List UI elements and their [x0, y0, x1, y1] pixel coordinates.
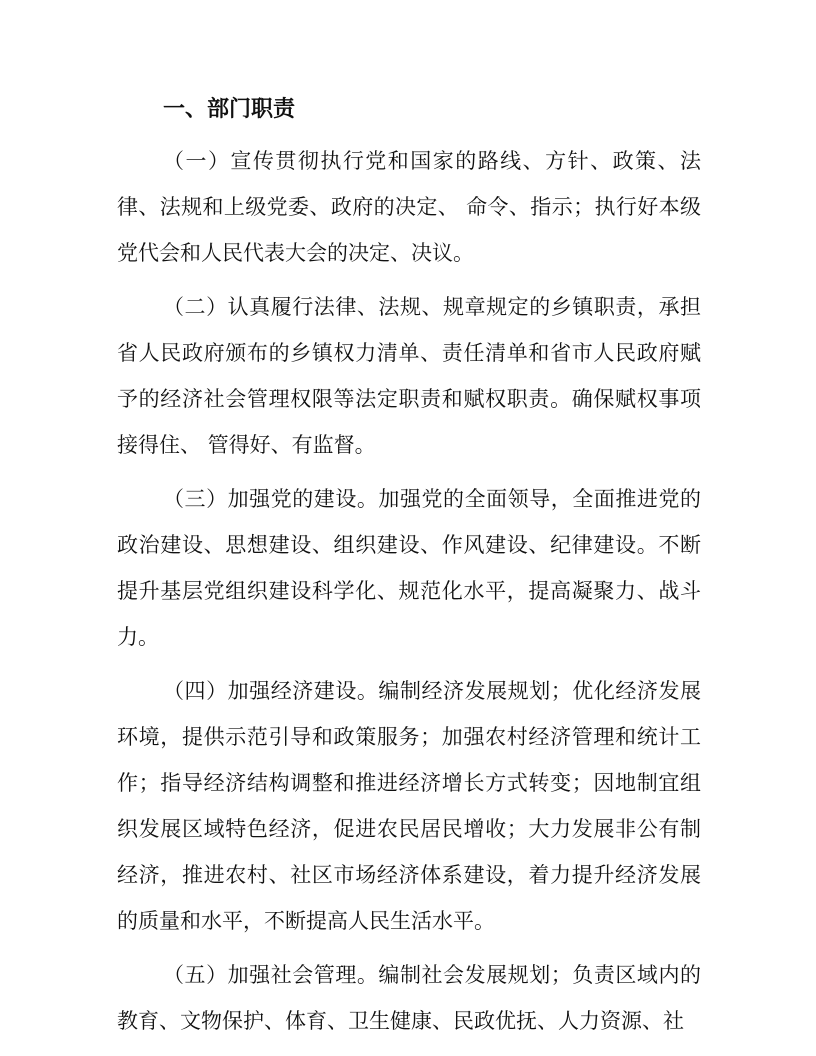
- paragraph-1: （一）宣传贯彻执行党和国家的路线、方针、政策、法律、法规和上级党委、政府的决定、 命令、指示；执行好本级党代会和人民代表大会的决定、决议。: [117, 149, 701, 265]
- paragraph-5: （五）加强社会管理。编制社会发展规划；负责区域内的教育、文物保护、体育、卫生健康、民政优抚、人力资源、社: [117, 963, 701, 1033]
- section-heading: 一、部门职责: [163, 97, 296, 122]
- paragraph-4: （四）加强经济建设。编制经济发展规划；优化经济发展环境，提供示范引导和政策服务；加强农村经济管理和统计工作；指导经济结构调整和推进经济增长方式转变；因地制宜组织发展区域特色经济，促进农民居民增收；大力发展非公有制经济，推进农村、社区市场经济体系建设，着力提升经济发展的质量和水平，不断提高人民生活水平。: [117, 679, 701, 933]
- paragraph-2: （二）认真履行法律、法规、规章规定的乡镇职责，承担省人民政府颁布的乡镇权力清单、责任清单和省市人民政府赋予的经济社会管理权限等法定职责和赋权职责。确保赋权事项接得住、 管得好、有监督。: [117, 295, 701, 457]
- document-body: [117, 138, 701, 1044]
- paragraph-3: （三）加强党的建设。加强党的全面领导，全面推进党的政治建设、思想建设、组织建设、作风建设、纪律建设。不断提升基层党组织建设科学化、规范化水平，提高凝聚力、战斗力。: [117, 487, 701, 649]
